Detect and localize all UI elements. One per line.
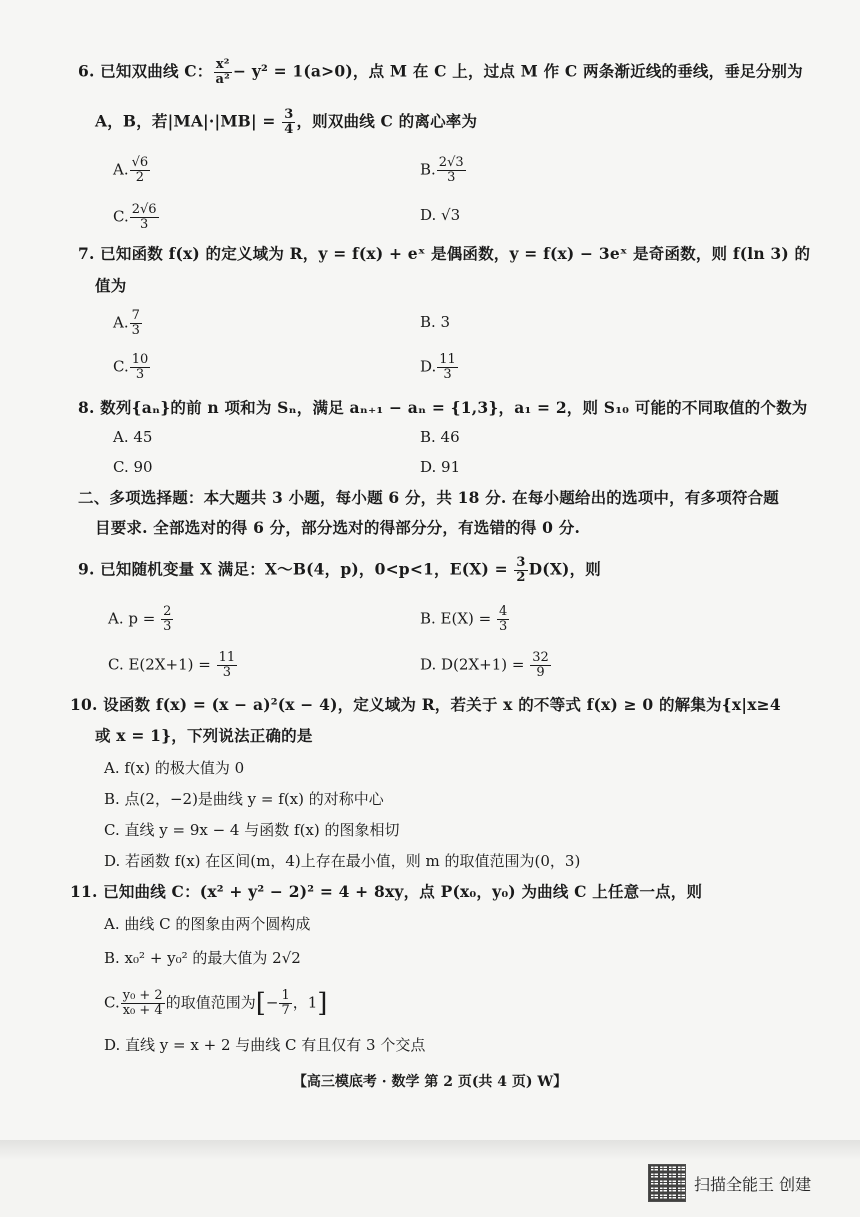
option-label: A. bbox=[113, 160, 129, 179]
option-fraction bbox=[130, 156, 151, 185]
q6-option-c bbox=[113, 203, 160, 232]
q10-option-d: D. 若函数 f(x) 在区间(m，4)上存在最小值，则 m 的取值范围为(0，3) bbox=[104, 852, 581, 870]
denominator: 7 bbox=[281, 1003, 290, 1018]
denominator: 3 bbox=[443, 367, 452, 382]
option-fraction bbox=[130, 203, 159, 232]
option-fraction bbox=[437, 156, 466, 185]
q11-line1: 11. 已知曲线 C：(x² + y² − 2)² = 4 + 8xy，点 P(x₀，y₀) 为曲线 C 上任意一点，则 bbox=[70, 882, 703, 901]
denominator: 2 bbox=[135, 170, 145, 185]
option-label: B. E(X) = bbox=[420, 609, 496, 628]
q6-text: − y² = 1(a>0)，点 M 在 C 上，过点 M 作 C 两条渐近线的垂线，垂足分别为 bbox=[233, 61, 803, 81]
option-fraction bbox=[130, 353, 151, 382]
q6-fraction bbox=[282, 108, 295, 137]
option-label: B. bbox=[420, 160, 436, 179]
numerator: x² bbox=[214, 58, 233, 73]
option-fraction bbox=[217, 651, 238, 680]
numerator: 1 bbox=[281, 988, 290, 1003]
option-fraction bbox=[161, 605, 173, 634]
q8-line1: 8. 数列{aₙ}的前 n 项和为 Sₙ，满足 aₙ₊₁ − aₙ = {1,3}，a₁ = 2，则 S₁₀ 可能的不同取值的个数为 bbox=[78, 398, 808, 417]
option-fraction bbox=[279, 989, 291, 1018]
q10-option-a: A. f(x) 的极大值为 0 bbox=[104, 759, 245, 777]
numerator: 2√6 bbox=[131, 202, 157, 217]
denominator: 3 bbox=[131, 323, 140, 338]
denominator: 3 bbox=[139, 217, 149, 232]
q11-option-c bbox=[104, 989, 327, 1018]
option-label: C. E(2X+1) = bbox=[108, 655, 216, 674]
q6-text: A，B，若|MA|·|MB| = bbox=[95, 111, 282, 131]
right-bracket: ] bbox=[317, 988, 328, 1019]
numerator: 7 bbox=[131, 308, 140, 323]
q9-fraction bbox=[514, 556, 527, 585]
q10-option-b: B. 点(2，−2)是曲线 y = f(x) 的对称中心 bbox=[104, 790, 384, 808]
q6-fraction bbox=[214, 58, 233, 87]
q8-option-b: B. 46 bbox=[420, 428, 460, 446]
q9-text: 9. 已知随机变量 X 满足：X～B(4，p)，0<p<1，E(X) = bbox=[78, 559, 514, 579]
q6-line2 bbox=[95, 108, 477, 137]
option-label: D. bbox=[420, 357, 437, 376]
numerator: y₀ + 2 bbox=[122, 988, 163, 1003]
q7-line1: 7. 已知函数 f(x) 的定义域为 R，y = f(x) + eˣ 是偶函数，y = f(x) − 3eˣ 是奇函数，则 f(ln 3) 的 bbox=[78, 244, 811, 263]
q9-option-c bbox=[108, 651, 238, 680]
numerator: 4 bbox=[499, 604, 508, 619]
page-footer: 【高三模底考 · 数学 第 2 页(共 4 页) W】 bbox=[292, 1074, 568, 1090]
option-label: A. p = bbox=[108, 609, 161, 628]
q11-option-a: A. 曲线 C 的图象由两个圆构成 bbox=[104, 915, 311, 933]
denominator: x₀ + 4 bbox=[122, 1003, 163, 1018]
q6-text: ，则双曲线 C 的离心率为 bbox=[296, 111, 478, 131]
numerator: 3 bbox=[516, 555, 526, 570]
numerator: 10 bbox=[131, 352, 149, 367]
scanner-watermark: 扫描全能王 创建 bbox=[694, 1175, 812, 1194]
denominator: 3 bbox=[135, 367, 145, 382]
section2-line2: 目要求. 全部选对的得 6 分，部分选对的得部分分，有选错的得 0 分. bbox=[95, 518, 581, 537]
left-bracket: [ bbox=[255, 988, 266, 1019]
q10-line2: 或 x = 1}，下列说法正确的是 bbox=[95, 726, 313, 745]
numerator: 2√3 bbox=[438, 155, 464, 170]
numerator: 11 bbox=[439, 352, 456, 367]
option-text: 的取值范围为 bbox=[165, 993, 256, 1012]
option-label: D. D(2X+1) = bbox=[420, 655, 530, 674]
q7-option-d bbox=[420, 353, 459, 382]
q9-option-d bbox=[420, 651, 552, 680]
q7-line2: 值为 bbox=[95, 276, 127, 295]
denominator: a² bbox=[215, 72, 231, 87]
q10-option-c: C. 直线 y = 9x − 4 与函数 f(x) 的图象相切 bbox=[104, 821, 400, 839]
q9-option-a bbox=[108, 605, 174, 634]
q7-option-b: B. 3 bbox=[420, 313, 451, 331]
option-text: ，1 bbox=[292, 993, 318, 1012]
q6-option-a bbox=[113, 156, 151, 185]
numerator: 32 bbox=[532, 650, 549, 665]
q8-option-c: C. 90 bbox=[113, 458, 153, 476]
denominator: 3 bbox=[222, 665, 231, 680]
option-fraction bbox=[437, 353, 458, 382]
q7-option-c bbox=[113, 353, 151, 382]
q6-text: 6. 已知双曲线 C： bbox=[78, 61, 213, 81]
option-fraction bbox=[130, 309, 142, 338]
option-fraction bbox=[121, 989, 165, 1018]
numerator: √6 bbox=[131, 155, 149, 170]
denominator: 9 bbox=[536, 665, 545, 680]
option-label: C. bbox=[104, 993, 120, 1012]
option-fraction bbox=[497, 605, 509, 634]
minus-sign: − bbox=[265, 993, 279, 1012]
q9-text: D(X)，则 bbox=[528, 559, 601, 579]
option-label: C. bbox=[113, 207, 129, 226]
denominator: 3 bbox=[447, 170, 456, 185]
q9-option-b bbox=[420, 605, 510, 634]
denominator: 4 bbox=[284, 122, 294, 137]
q6-option-d: D. √3 bbox=[420, 206, 461, 224]
q6-option-b bbox=[420, 156, 467, 185]
section2-line1: 二、多项选择题：本大题共 3 小题，每小题 6 分，共 18 分. 在每小题给出的选项中，有多项符合题 bbox=[78, 488, 780, 507]
q11-option-d: D. 直线 y = x + 2 与曲线 C 有且仅有 3 个交点 bbox=[104, 1036, 426, 1054]
denominator: 3 bbox=[499, 619, 508, 634]
q9-line1 bbox=[78, 556, 601, 585]
numerator: 11 bbox=[218, 650, 236, 665]
q11-option-b: B. x₀² + y₀² 的最大值为 2√2 bbox=[104, 949, 301, 967]
numerator: 2 bbox=[163, 604, 172, 619]
denominator: 2 bbox=[516, 570, 526, 585]
q7-option-a bbox=[113, 309, 143, 338]
option-label: C. bbox=[113, 357, 129, 376]
option-label: A. bbox=[113, 313, 129, 332]
denominator: 3 bbox=[163, 619, 172, 634]
option-fraction bbox=[530, 651, 551, 680]
numerator: 3 bbox=[284, 107, 294, 122]
q8-option-d: D. 91 bbox=[420, 458, 461, 476]
scan-edge-shadow bbox=[0, 1140, 860, 1160]
qr-code-icon bbox=[648, 1164, 686, 1202]
q8-option-a: A. 45 bbox=[113, 428, 153, 446]
q6-line1 bbox=[78, 58, 803, 87]
q10-line1: 10. 设函数 f(x) = (x − a)²(x − 4)，定义域为 R，若关于 x 的不等式 f(x) ≥ 0 的解集为{x|x≥4 bbox=[70, 695, 781, 714]
